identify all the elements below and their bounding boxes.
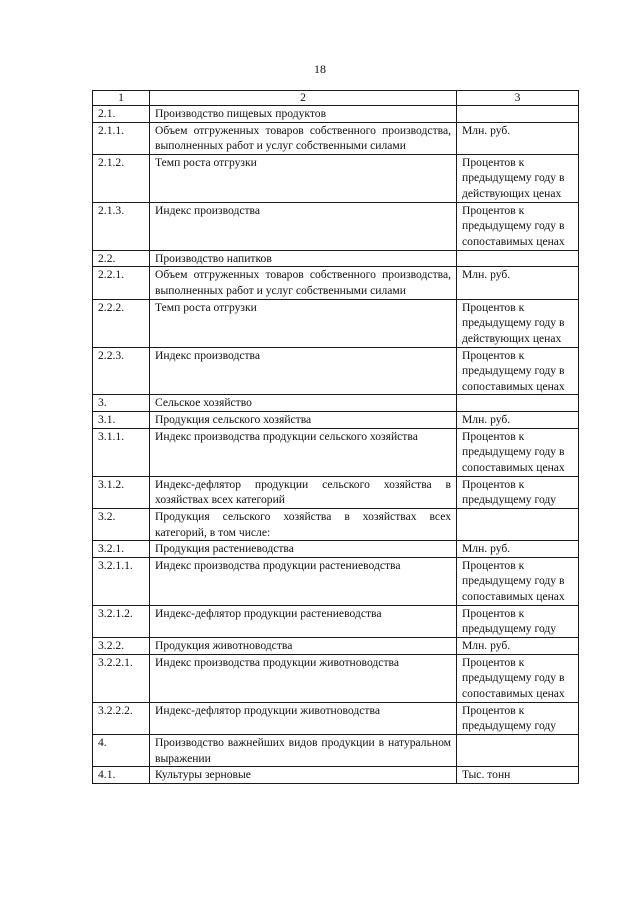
row-indicator-name: Производство важнейших видов продукции в натуральном выражении [150,734,457,766]
row-indicator-name: Индекс-дефлятор продукции животноводства [150,702,457,734]
row-indicator-name: Производство напитков [150,250,457,267]
table-row [93,557,579,605]
table-row [93,154,579,202]
row-unit: Млн. руб. [457,412,579,429]
row-code: 3.2. [93,508,150,540]
row-unit: Процентов к предыдущему году в сопоставимых ценах [457,428,579,476]
table-body [93,105,579,783]
table-row [93,122,579,154]
row-code: 3.2.2. [93,638,150,655]
row-code: 2.2. [93,250,150,267]
row-indicator-name: Продукция растениеводства [150,541,457,558]
row-unit [457,395,579,412]
row-indicator-name: Производство пищевых продуктов [150,105,457,122]
row-code: 2.2.1. [93,267,150,299]
row-unit: Процентов к предыдущему году в сопоставимых ценах [457,347,579,395]
table-row [93,476,579,508]
table-row [93,250,579,267]
row-indicator-name: Индекс-дефлятор продукции сельского хозяйства в хозяйствах всех категорий [150,476,457,508]
row-unit [457,250,579,267]
table-row [93,395,579,412]
row-unit: Млн. руб. [457,541,579,558]
row-indicator-name: Индекс производства продукции растениеводства [150,557,457,605]
row-indicator-name: Объем отгруженных товаров собственного производства, выполненных работ и услуг собственными силами [150,122,457,154]
row-unit [457,734,579,766]
table-row [93,605,579,637]
row-code: 3.1.2. [93,476,150,508]
row-code: 2.2.2. [93,299,150,347]
row-code: 3.1.1. [93,428,150,476]
column-header-name: 2 [150,91,457,106]
row-indicator-name: Индекс производства продукции сельского хозяйства [150,428,457,476]
row-code: 2.1.2. [93,154,150,202]
column-header-unit: 3 [457,91,579,106]
row-code: 2.1.1. [93,122,150,154]
row-indicator-name: Продукция животноводства [150,638,457,655]
row-unit: Процентов к предыдущему году [457,605,579,637]
row-indicator-name: Индекс производства продукции животноводства [150,654,457,702]
row-code: 4. [93,734,150,766]
row-indicator-name: Продукция сельского хозяйства в хозяйствах всех категорий, в том числе: [150,508,457,540]
table-row [93,267,579,299]
row-code: 3.2.1.2. [93,605,150,637]
indicator-table [92,90,579,784]
page-number: 18 [314,62,326,76]
row-unit: Процентов к предыдущему году [457,476,579,508]
row-unit [457,508,579,540]
row-code: 3.1. [93,412,150,429]
table-row [93,734,579,766]
row-unit: Тыс. тонн [457,767,579,784]
table-row [93,638,579,655]
table-row [93,105,579,122]
row-code: 3. [93,395,150,412]
table-row [93,347,579,395]
row-unit: Процентов к предыдущему году в сопоставимых ценах [457,557,579,605]
table-row [93,299,579,347]
row-indicator-name: Темп роста отгрузки [150,154,457,202]
row-unit: Млн. руб. [457,638,579,655]
row-code: 3.2.1. [93,541,150,558]
table-row [93,428,579,476]
row-unit: Процентов к предыдущему году в действующих ценах [457,154,579,202]
row-indicator-name: Индекс-дефлятор продукции растениеводства [150,605,457,637]
row-code: 2.1.3. [93,202,150,250]
row-unit: Млн. руб. [457,267,579,299]
table-row [93,541,579,558]
row-unit: Процентов к предыдущему году в сопоставимых ценах [457,654,579,702]
row-indicator-name: Темп роста отгрузки [150,299,457,347]
row-indicator-name: Сельское хозяйство [150,395,457,412]
table-row [93,412,579,429]
row-code: 3.2.1.1. [93,557,150,605]
row-code: 3.2.2.1. [93,654,150,702]
row-unit: Млн. руб. [457,122,579,154]
row-code: 3.2.2.2. [93,702,150,734]
table-row [93,654,579,702]
row-unit: Процентов к предыдущему году в сопоставимых ценах [457,202,579,250]
row-code: 2.1. [93,105,150,122]
table-row [93,702,579,734]
row-unit [457,105,579,122]
table-row [93,508,579,540]
row-indicator-name: Объем отгруженных товаров собственного производства, выполненных работ и услуг собственными силами [150,267,457,299]
table-row [93,202,579,250]
table-header-row [93,91,579,106]
row-code: 2.2.3. [93,347,150,395]
row-unit: Процентов к предыдущему году в действующих ценах [457,299,579,347]
row-unit: Процентов к предыдущему году [457,702,579,734]
row-indicator-name: Культуры зерновые [150,767,457,784]
row-indicator-name: Индекс производства [150,347,457,395]
table-row [93,767,579,784]
column-header-code: 1 [93,91,150,106]
row-code: 4.1. [93,767,150,784]
row-indicator-name: Индекс производства [150,202,457,250]
row-indicator-name: Продукция сельского хозяйства [150,412,457,429]
